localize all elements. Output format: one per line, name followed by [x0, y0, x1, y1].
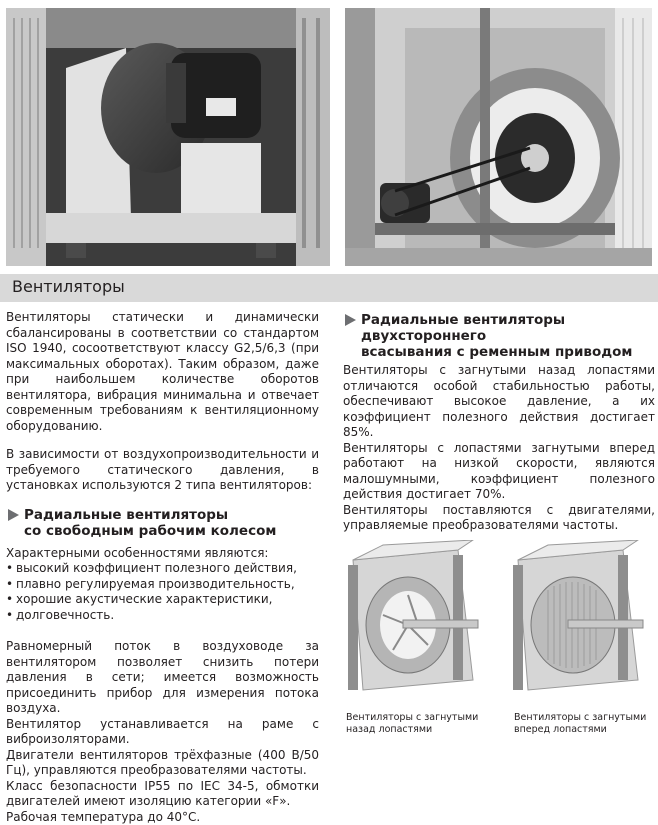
backward-blade-caption: Вентиляторы с загнутыми назад лопастями [346, 712, 486, 736]
triangle-bullet-icon [8, 509, 19, 521]
double-inlet-heading [343, 312, 655, 360]
section-header [0, 274, 658, 302]
list-item: • плавно регулируемая производительность, [6, 577, 319, 593]
motors-paragraph: Вентиляторы поставляются с двигателями, управляемые преобразователями частоты. [343, 503, 655, 534]
list-item: • долговечность. [6, 608, 319, 624]
backward-blade-fan-image [343, 540, 483, 700]
list-item: • высокий коэффициент полезного действия, [6, 561, 319, 577]
free-wheel-heading-line2: со свободным рабочим колесом [24, 523, 319, 539]
free-wheel-heading [6, 507, 319, 539]
section-title: Вентиляторы [12, 277, 125, 296]
forward-blade-caption: Вентиляторы с загнутыми вперед лопастями [514, 712, 654, 736]
features-intro: Характерными особенностями являются: [6, 546, 319, 562]
double-inlet-heading-line1: Радиальные вентиляторы двухстороннего [361, 312, 655, 344]
forward-blade-fan-image [508, 540, 648, 700]
features-list [6, 561, 319, 623]
right-column [343, 312, 655, 534]
triangle-bullet-icon [345, 314, 356, 326]
fan-types-paragraph: В зависимости от воздухопроизводительности и требуемого статического давления, в установках используются 2 типа вентиляторов: [6, 447, 319, 494]
safety-paragraph: Класс безопасности IP55 по IEC 34-5, обмотки двигателей имеют изоляцию категории «F». [6, 779, 319, 810]
belt-driven-fan-photo [345, 8, 652, 266]
left-column [6, 310, 319, 825]
free-wheel-fan-photo [6, 8, 330, 266]
mount-paragraph: Вентилятор устанавливается на раме с виброизоляторами. [6, 717, 319, 748]
forward-blades-paragraph: Вентиляторы с лопастями загнутыми вперед работают на низкой скорости, являются малошумными, коэффициент полезного действия достигает 70%. [343, 441, 655, 503]
free-wheel-heading-line1: Радиальные вентиляторы [24, 507, 319, 523]
list-item: • хорошие акустические характеристики, [6, 592, 319, 608]
double-inlet-heading-line2: всасывания с ременным приводом [361, 344, 655, 360]
balancing-paragraph: Вентиляторы статически и динамически сбалансированы в соответствии со стандартом ISO 1940, сосоответствуют классу G2,5/6,3 (при максимальных оборотах). Таким образом, даже при наибольшем количестве оборотов вентилятора, вибрация минимальна и отвечает современным требованиям к вентиляционному оборудованию. [6, 310, 319, 434]
flow-paragraph: Равномерный поток в воздуховоде за вентилятором позволяет снизить потери давления в сети; имеется возможность присоединить прибор для измерения потока воздуха. [6, 639, 319, 717]
temperature-paragraph: Рабочая температура до 40°С. [6, 810, 319, 825]
motor-paragraph: Двигатели вентиляторов трёхфазные (400 В/50 Гц), управляются преобразователями частоты. [6, 748, 319, 779]
backward-blades-paragraph: Вентиляторы с загнутыми назад лопастями отличаются особой стабильностью работы, обеспечивают высокое давление, а их коэффициент полезного действия достигает 85%. [343, 363, 655, 441]
